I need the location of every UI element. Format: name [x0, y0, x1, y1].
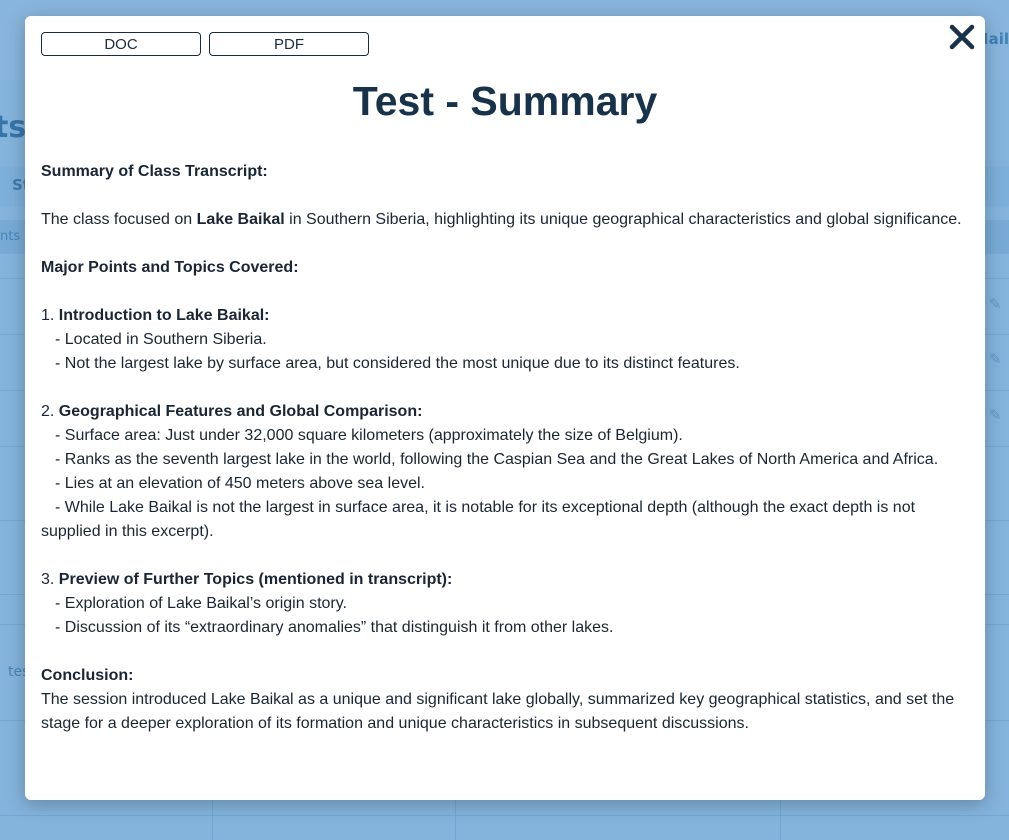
summary-heading: Summary of Class Transcript:: [41, 163, 268, 180]
modal-title: Test - Summary: [352, 78, 658, 124]
major-points-heading: Major Points and Topics Covered:: [41, 259, 299, 276]
close-icon[interactable]: [947, 22, 977, 52]
bullet-item: - Ranks as the seventh largest lake in the world, following the Caspian Sea and the Great Lakes of North America and Africa.: [55, 451, 939, 468]
bullet-item: - Located in Southern Siberia.: [55, 331, 267, 348]
bullet-item: - Lies at an elevation of 450 meters above sea level.: [55, 475, 425, 492]
intro-paragraph: The class focused on Lake Baikal in Southern Siberia, highlighting its unique geographical characteristics and global significance.: [41, 211, 962, 228]
summary-modal: [25, 16, 985, 800]
bullet-item: - While Lake Baikal is not the largest in surface area, it is notable for its exceptional depth (although the exact depth is not supplied in this excerpt).: [41, 499, 916, 540]
section-heading: 3. Preview of Further Topics (mentioned in transcript):: [41, 571, 453, 588]
lake-name: Lake Baikal: [196, 211, 285, 228]
summary-content: [41, 160, 971, 736]
bullet-item: - Discussion of its “extraordinary anomalies” that distinguish it from other lakes.: [55, 619, 614, 636]
bullet-item: - Surface area: Just under 32,000 square kilometers (approximately the size of Belgium).: [55, 427, 683, 444]
pdf-download-button[interactable]: PDF: [209, 32, 369, 56]
doc-download-button[interactable]: DOC: [41, 32, 201, 56]
bullet-item: - Exploration of Lake Baikal’s origin story.: [55, 595, 347, 612]
conclusion-text: The session introduced Lake Baikal as a unique and significant lake globally, summarized key geographical statistics, and set the stage for a deeper exploration of its formation and unique characteristics in subsequent discussions.: [41, 691, 955, 732]
conclusion-heading: Conclusion:: [41, 667, 134, 684]
section-heading: 1. Introduction to Lake Baikal:: [41, 307, 270, 324]
bullet-item: - Not the largest lake by surface area, but considered the most unique due to its distinct features.: [55, 355, 740, 372]
section-heading: 2. Geographical Features and Global Comparison:: [41, 403, 423, 420]
